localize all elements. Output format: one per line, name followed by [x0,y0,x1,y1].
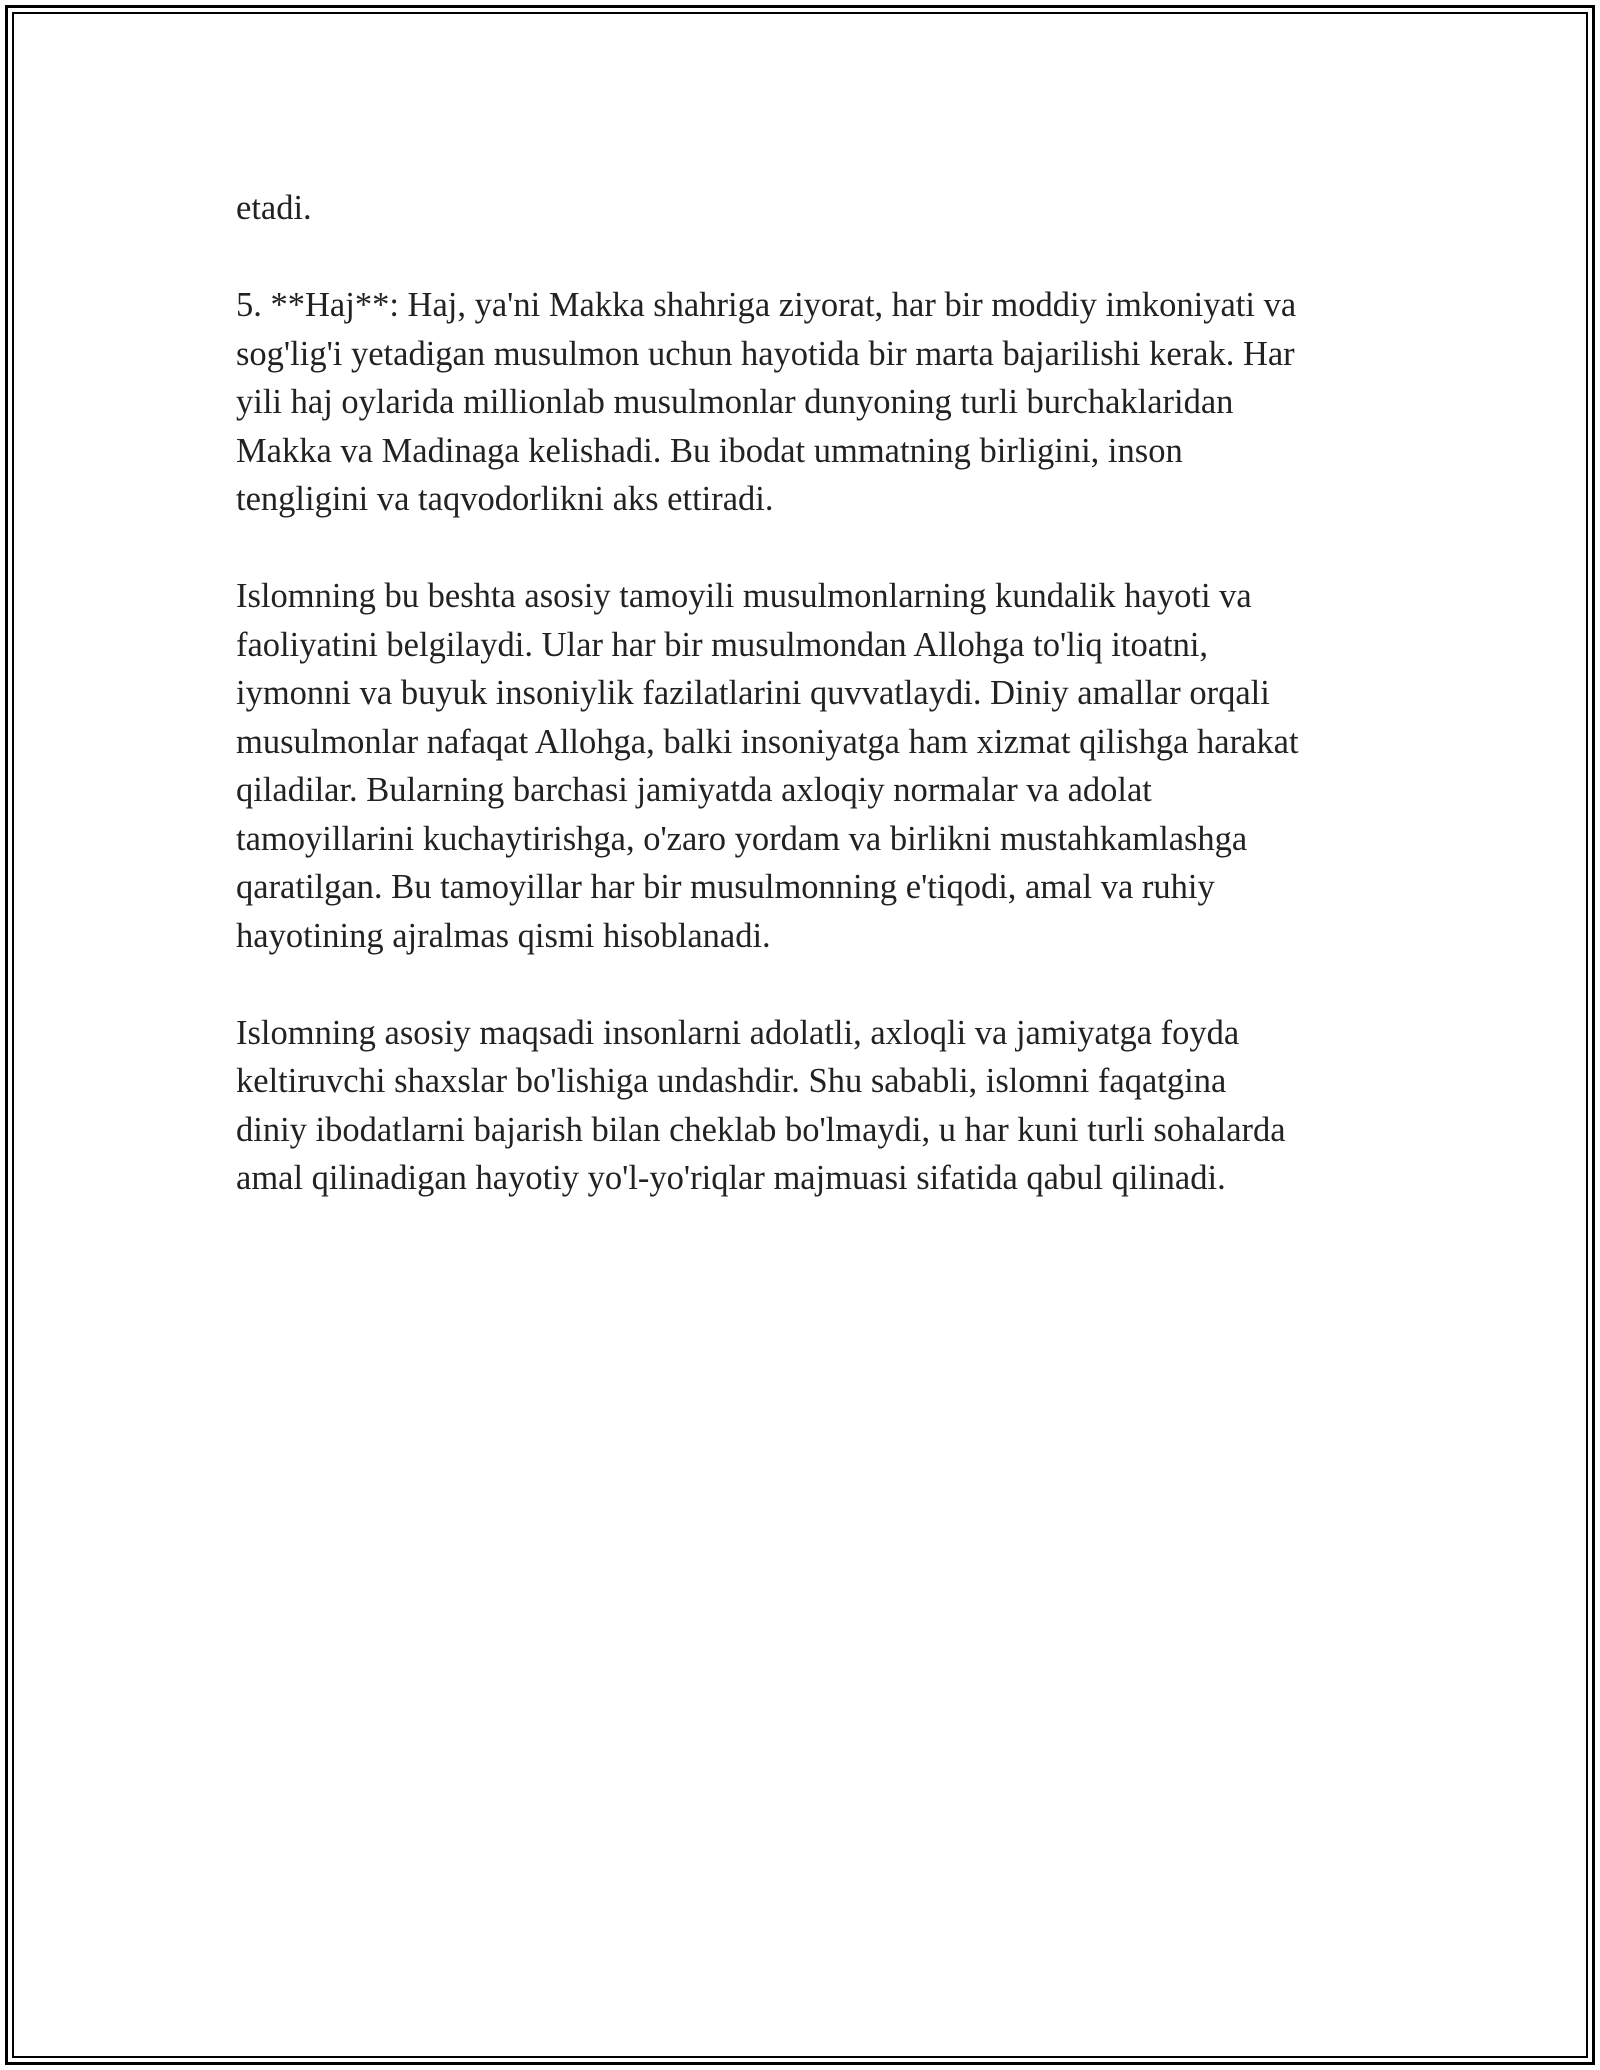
document-body [236,184,1376,1203]
paragraph-main-goal: Islomning asosiy maqsadi insonlarni adolatli, axloqli va jamiyatga foyda keltiruvchi shaxslar bo'lishiga undashdir. Shu sababli, islomni faqatgina diniy ibodatlarni bajarish bilan cheklab bo'lmaydi, u har kuni turli sohalarda amal qilinadigan hayotiy yo'l-yo'riqlar majmuasi sifatida qabul qilinadi. [236,1013,1286,1197]
paragraph-hajj: 5. **Haj**: Haj, ya'ni Makka shahriga ziyorat, har bir moddiy imkoniyati va sog'lig'i yetadigan musulmon uchun hayotida bir marta bajarilishi kerak. Har yili haj oylarida millionlab musulmonlar dunyoning turli burchaklaridan Makka va Madinaga kelishadi. Bu ibodat ummatning birligini, inson tengligini va taqvodorlikni aks ettiradi. [236,286,1297,518]
paragraph-continuation: etadi. [236,189,312,227]
paragraph-five-pillars-summary: Islomning bu beshta asosiy tamoyili musulmonlarning kundalik hayoti va faoliyatini belgilaydi. Ular har bir musulmondan Allohga to'liq itoatni, iymonni va buyuk insoniylik fazilatlarini quvvatlaydi. Diniy amallar orqali musulmonlar nafaqat Allohga, balki insoniyatga ham xizmat qilishga harakat qiladilar. Bularning barchasi jamiyatda axloqiy normalar va adolat tamoyillarini kuchaytirishga, o'zaro yordam va birlikni mustahkamlashga qaratilgan. Bu tamoyillar har bir musulmonning e'tiqodi, amal va ruhiy hayotining ajralmas qismi hisoblanadi. [236,577,1299,955]
